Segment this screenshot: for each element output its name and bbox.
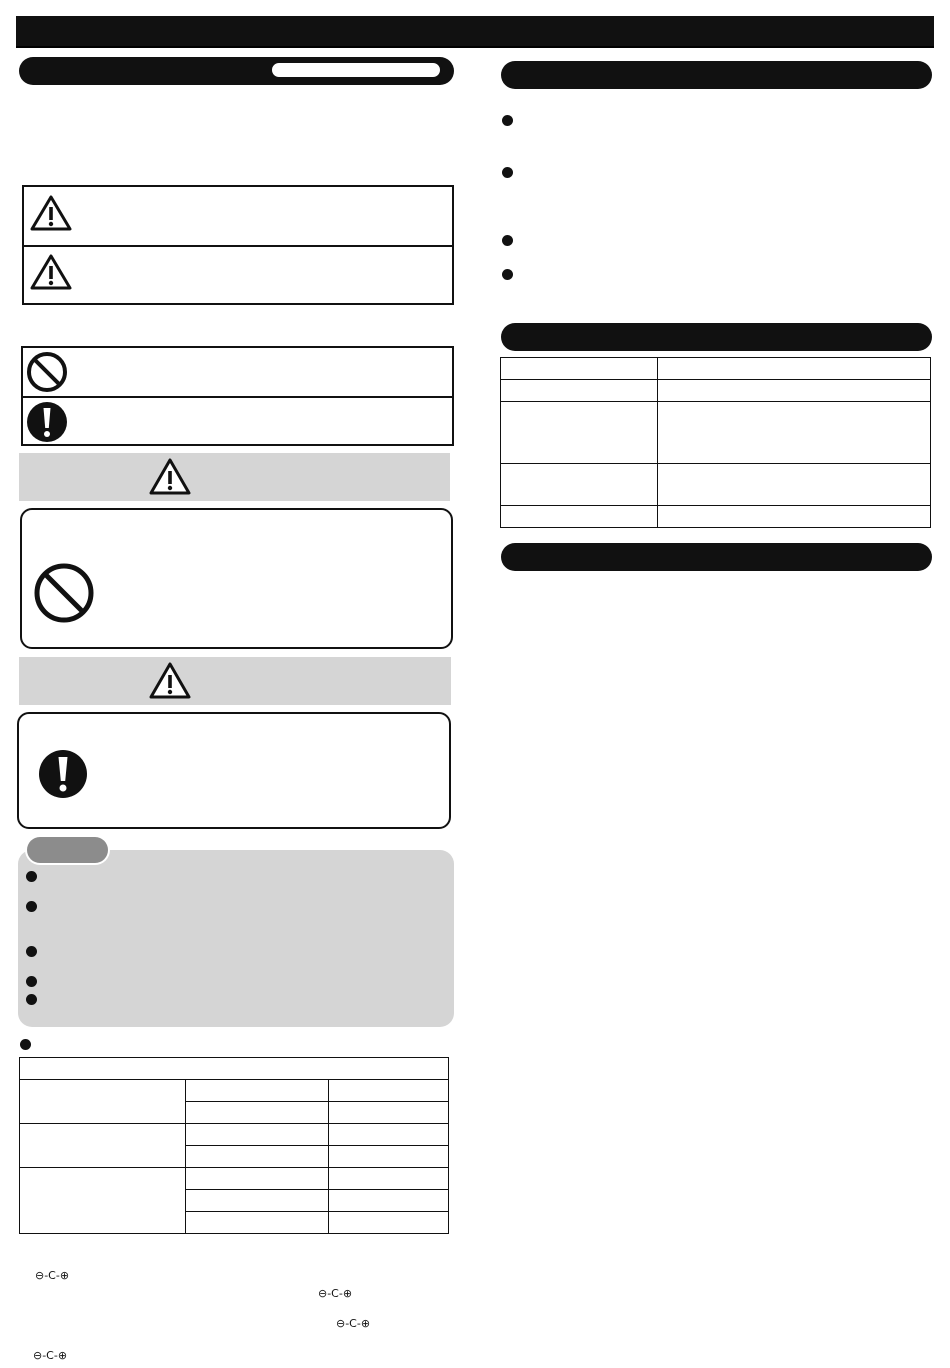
warning-content-box	[20, 508, 453, 649]
caution-heading-bar	[19, 657, 451, 705]
notes-bullet	[26, 901, 37, 912]
section-heading-label-box	[270, 61, 442, 79]
feature-bullet	[502, 115, 513, 126]
specifications-table	[500, 357, 931, 528]
mandatory-exclamation-icon	[37, 748, 89, 800]
table-heading-bullet	[20, 1039, 31, 1050]
notes-tab-label	[27, 837, 108, 863]
polarity-symbol: ⊖-C-⊕	[336, 1317, 371, 1330]
table-row	[501, 506, 931, 528]
caution-triangle-icon	[149, 662, 191, 700]
polarity-symbol: ⊖-C-⊕	[35, 1269, 70, 1282]
table-row	[501, 358, 931, 380]
signal-word-legend	[22, 185, 454, 305]
table-row	[20, 1168, 449, 1190]
section-heading-features	[501, 61, 932, 89]
polarity-symbol: ⊖-C-⊕	[33, 1349, 68, 1362]
notes-bullet	[26, 946, 37, 957]
notes-bullet	[26, 994, 37, 1005]
polarity-symbol: ⊖-C-⊕	[318, 1287, 353, 1300]
caution-triangle-icon	[30, 254, 72, 290]
mandatory-exclamation-icon	[26, 400, 68, 444]
caution-content-box	[17, 712, 451, 829]
section-heading-contact	[501, 543, 932, 571]
table-row	[501, 402, 931, 464]
notes-bullet	[26, 976, 37, 987]
table-row	[20, 1080, 449, 1102]
prohibited-circle-icon	[33, 562, 95, 624]
warning-triangle-icon	[149, 458, 191, 496]
notes-bullet	[26, 871, 37, 882]
table-row	[20, 1124, 449, 1146]
feature-bullet	[502, 269, 513, 280]
pictogram-legend	[21, 346, 454, 446]
table-row	[501, 464, 931, 506]
page-header-bar	[16, 16, 934, 48]
notes-panel	[18, 850, 454, 1027]
warning-triangle-icon	[30, 195, 72, 231]
compatibility-table	[19, 1057, 449, 1234]
feature-bullet	[502, 167, 513, 178]
section-heading-specifications	[501, 323, 932, 351]
section-heading-safety	[19, 57, 454, 85]
warning-heading-bar	[19, 453, 450, 501]
feature-bullet	[502, 235, 513, 246]
prohibited-circle-icon	[26, 351, 68, 393]
table-row	[501, 380, 931, 402]
table-row	[20, 1058, 449, 1080]
